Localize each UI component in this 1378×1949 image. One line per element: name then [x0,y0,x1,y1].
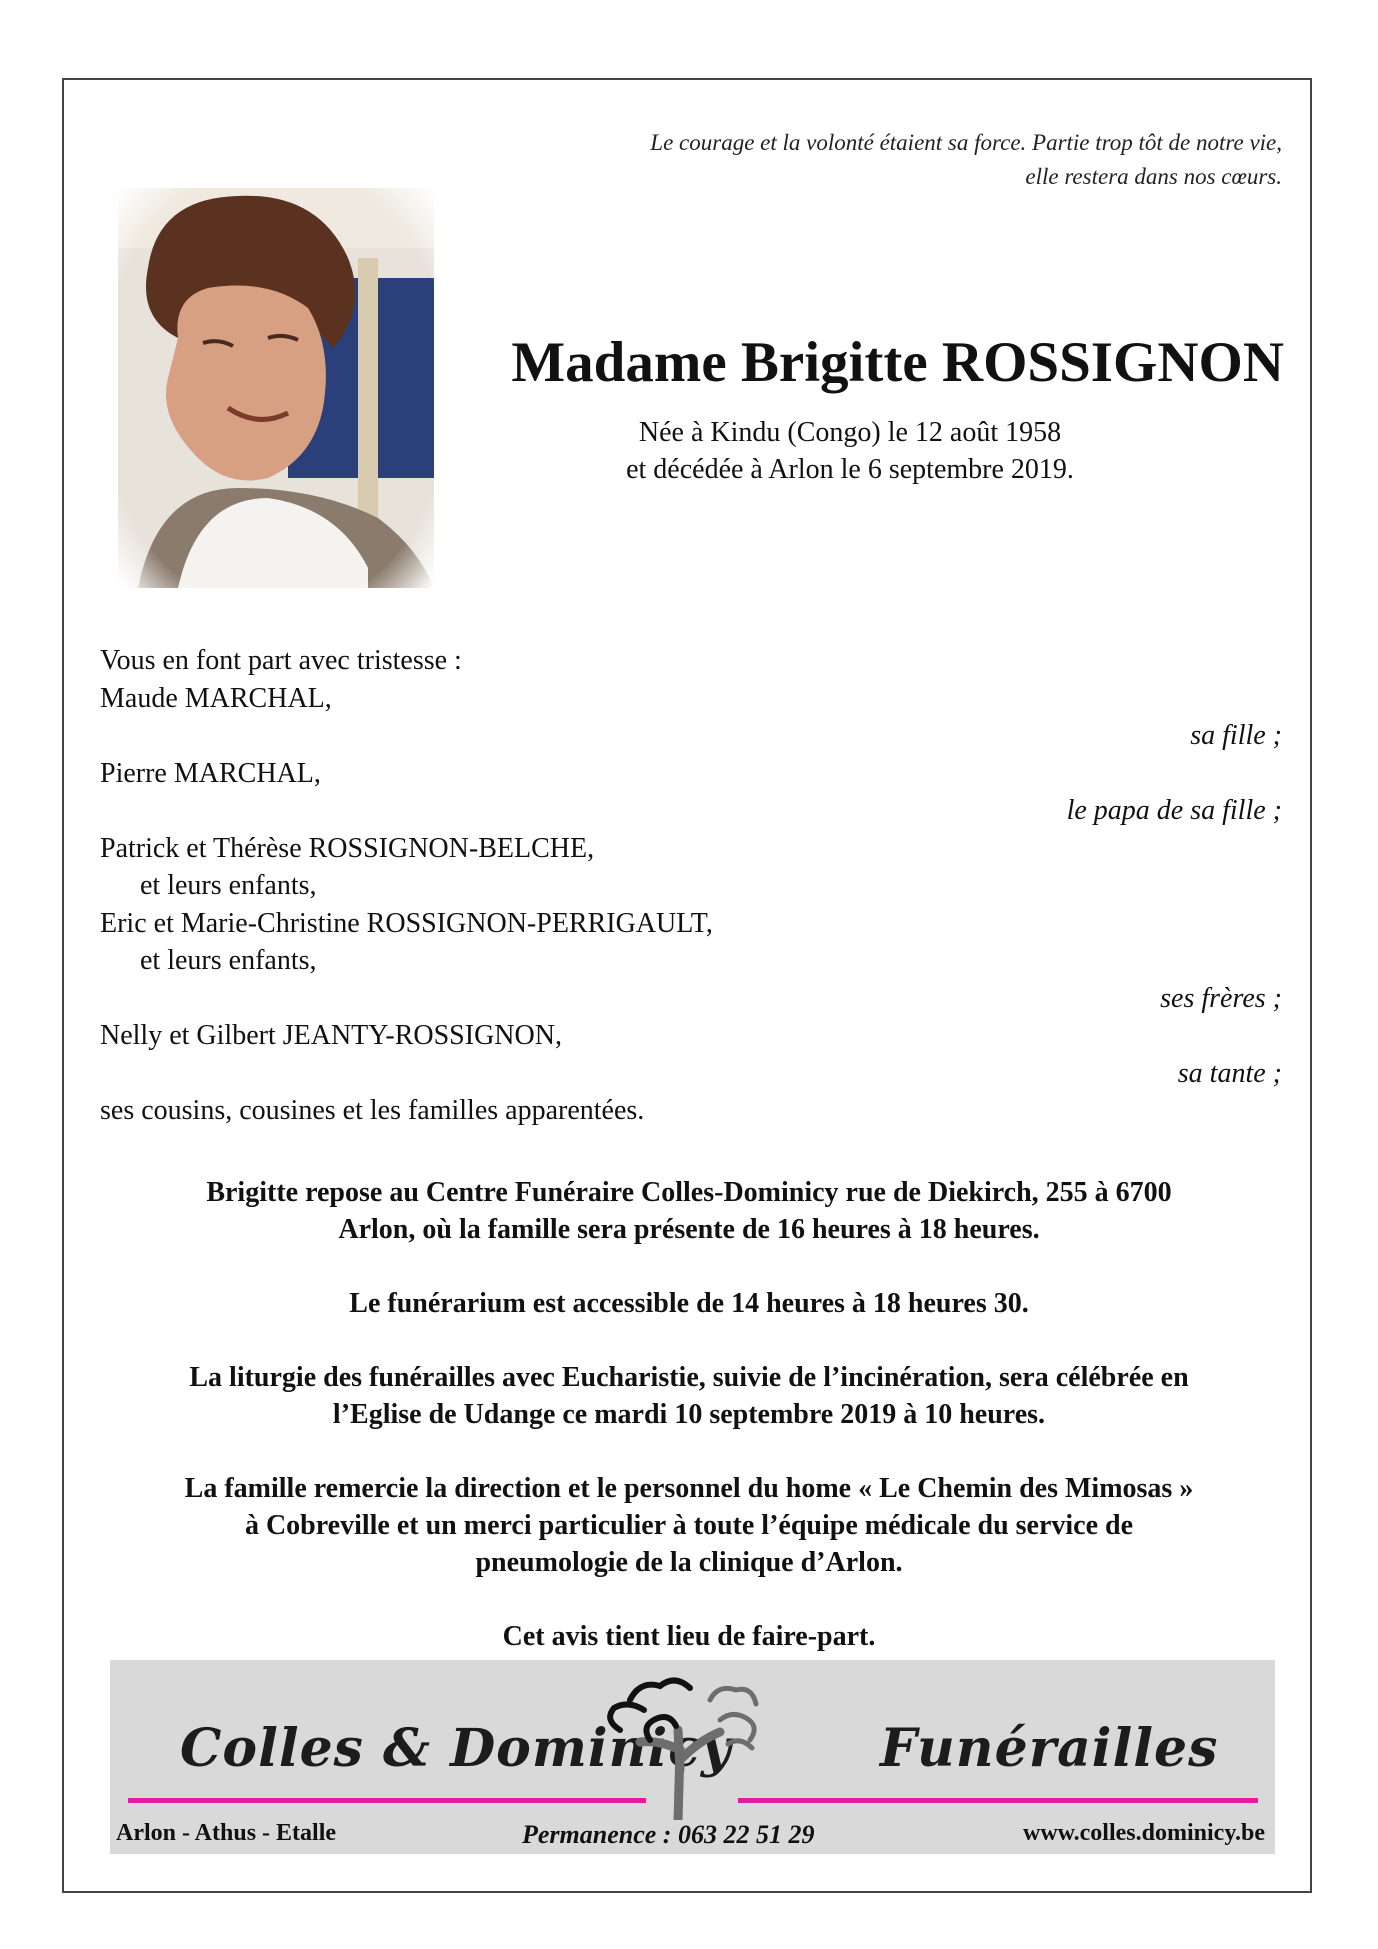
relation-label: sa tante ; [1177,1057,1282,1089]
info-paragraph [90,1174,1288,1248]
relation-label: sa fille ; [1190,720,1282,751]
locations-text: Arlon - Athus - Etalle [116,1820,337,1846]
info-line: La famille remercie la direction et le personnel du home « Le Chemin des Mimosas » [184,1473,1194,1504]
family-list [100,642,1282,1130]
relation-label: ses frères ; [1160,982,1282,1014]
family-line: et leurs enfants, [140,945,317,976]
family-line: et leurs enfants, [140,870,317,901]
accent-divider [738,1798,1258,1803]
family-line: Maude MARCHAL, [100,682,332,714]
info-line: La liturgie des funérailles avec Eucharistie, suivie de l’incinération, sera célébrée en [189,1362,1189,1393]
family-line: Patrick et Thérèse ROSSIGNON-BELCHE, [100,832,595,864]
info-line: Le funérarium est accessible de 14 heures à 18 heures 30. [349,1288,1029,1319]
relation-label: le papa de sa fille ; [1066,795,1282,826]
family-line: Nelly et Gilbert JEANTY-ROSSIGNON, [100,1020,562,1051]
accent-divider [128,1798,646,1803]
service-label: Funérailles [880,1718,1219,1779]
info-line: Arlon, où la famille sera présente de 16 heures à 18 heures. [338,1214,1040,1245]
family-line: Pierre MARCHAL, [100,757,321,789]
family-line: Eric et Marie-Christine ROSSIGNON-PERRIGAULT, [100,907,713,939]
info-paragraph [90,1285,1288,1322]
brand-name: Colles & Dominicy [180,1718,733,1779]
funeral-home-banner [110,1660,1275,1854]
info-line: à Cobreville et un merci particulier à toute l’équipe médicale du service de [244,1510,1134,1541]
phone-text: Permanence : 063 22 51 29 [522,1820,815,1849]
deceased-name: Madame Brigitte ROSSIGNON [511,331,1284,394]
info-line: l’Eglise de Udange ce mardi 10 septembre 2019 à 10 heures. [332,1399,1046,1430]
birth-line: Née à Kindu (Congo) le 12 août 1958 [638,417,1062,448]
info-paragraph [90,1470,1288,1581]
quote-line-2: elle restera dans nos cœurs. [1025,164,1282,189]
website-link[interactable]: www.colles.dominicy.be [1022,1820,1265,1846]
dates-block [560,414,1140,488]
info-paragraph [90,1618,1288,1655]
family-intro: Vous en font part avec tristesse : [100,645,462,676]
funeral-info [90,1174,1288,1692]
info-line: pneumologie de la clinique d’Arlon. [475,1547,903,1578]
death-line: et décédée à Arlon le 6 septembre 2019. [626,454,1074,485]
epitaph-quote [382,126,1282,194]
info-paragraph [90,1359,1288,1433]
portrait-photo [118,188,434,588]
info-line: Cet avis tient lieu de faire-part. [502,1621,876,1652]
quote-line-1: Le courage et la volonté étaient sa force. Partie trop tôt de notre vie, [650,130,1282,155]
family-line: ses cousins, cousines et les familles apparentées. [100,1095,645,1126]
info-line: Brigitte repose au Centre Funéraire Colles-Dominicy rue de Diekirch, 255 à 6700 [206,1177,1172,1208]
